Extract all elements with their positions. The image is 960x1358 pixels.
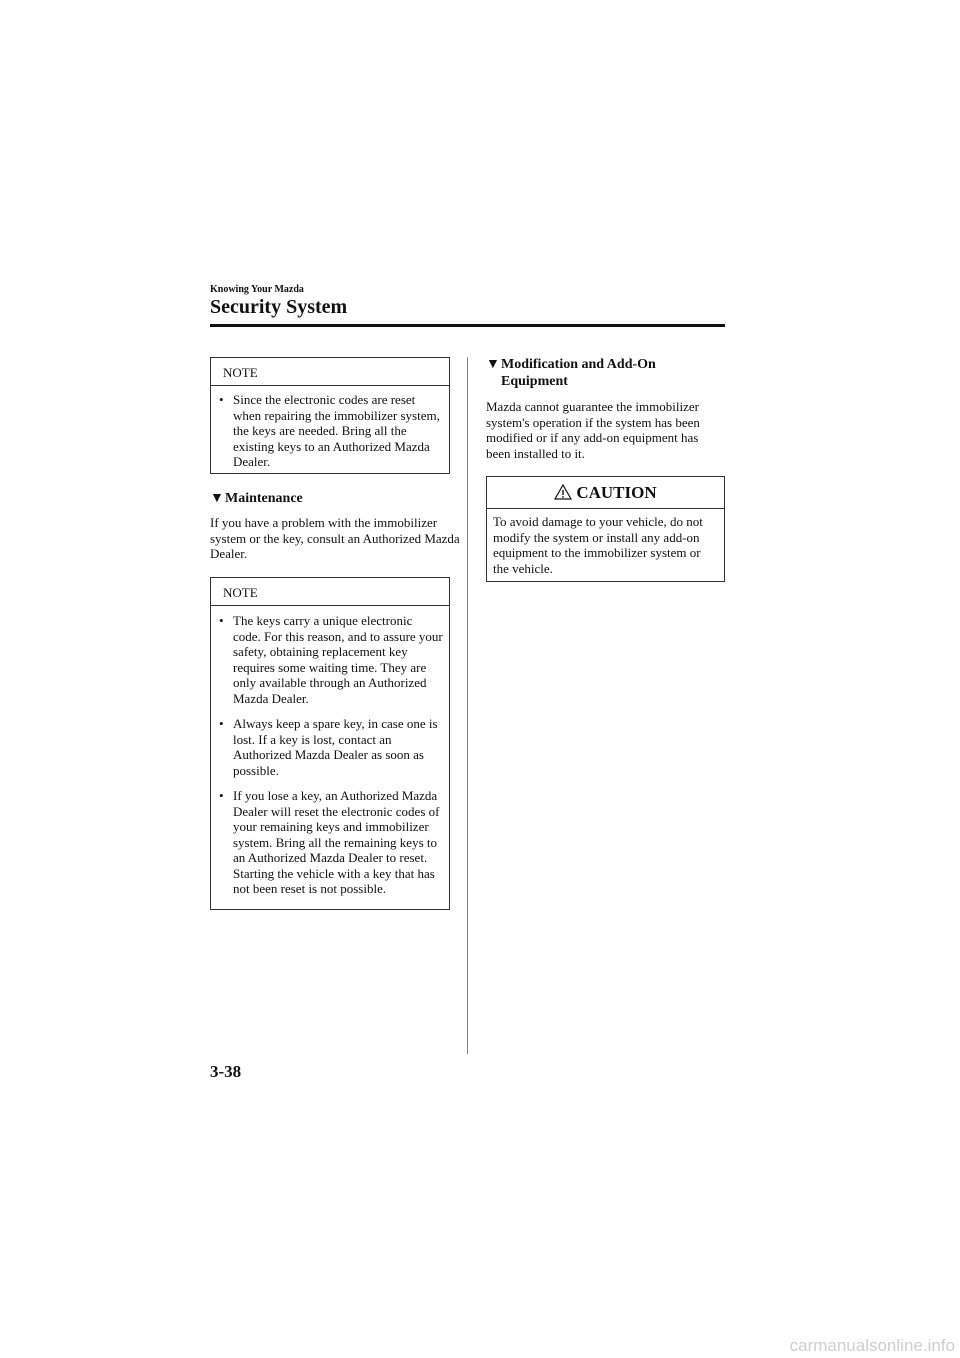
- note-list: [211, 606, 449, 903]
- watermark: carmanualsonline.info: [789, 1336, 955, 1355]
- section-label: Knowing Your Mazda: [210, 284, 304, 295]
- note-box: [210, 577, 450, 910]
- triangle-down-icon: ▼: [486, 357, 500, 372]
- modification-paragraph: Mazda cannot guarantee the immobilizer system's operation if the system has been modified or if any add-on equipment has been installed to it.: [486, 399, 700, 461]
- page-number: 3-38: [210, 1062, 242, 1081]
- modification-heading: [486, 356, 726, 390]
- page-title: Security System: [210, 296, 348, 318]
- column-divider: [467, 357, 468, 1054]
- note-box: [210, 357, 450, 474]
- note-item: • If you lose a key, an Authorized Mazda Dealer will reset the electronic codes of your remaining keys and immobilizer system. Bring all the remaining keys to an Authorized Mazda Dealer to reset. Starting the vehicle with a key that has not been reset is not possible.: [219, 788, 443, 897]
- note-label: NOTE: [211, 358, 449, 386]
- caution-label: CAUTION: [576, 483, 657, 502]
- modification-heading-line2: Equipment: [501, 374, 568, 389]
- caution-box: [486, 476, 725, 582]
- modification-heading-line1: Modification and Add-On: [501, 357, 656, 372]
- maintenance-heading: [210, 490, 303, 507]
- warning-triangle-icon: [554, 484, 572, 500]
- note-label: NOTE: [211, 578, 449, 606]
- title-rule: [210, 324, 725, 327]
- caution-text: To avoid damage to your vehicle, do not modify the system or install any add-on equipment to the immobilizer system or the vehicle.: [493, 514, 703, 576]
- note-item: • Always keep a spare key, in case one is lost. If a key is lost, contact an Authorized Mazda Dealer as soon as possible.: [219, 716, 443, 778]
- caution-header: [487, 477, 724, 509]
- maintenance-heading-text: Maintenance: [225, 491, 303, 506]
- note-item: • The keys carry a unique electronic code. For this reason, and to assure your safety, obtaining replacement key requires some waiting time. They are only available through an Authorized Mazda Dealer.: [219, 613, 443, 706]
- triangle-down-icon: ▼: [210, 491, 224, 506]
- maintenance-paragraph: If you have a problem with the immobilizer system or the key, consult an Authorized Mazda Dealer.: [210, 515, 460, 561]
- note-list: [211, 386, 449, 476]
- note-item: • Since the electronic codes are reset when repairing the immobilizer system, the keys are needed. Bring all the existing keys to an Authorized Mazda Dealer.: [219, 392, 443, 470]
